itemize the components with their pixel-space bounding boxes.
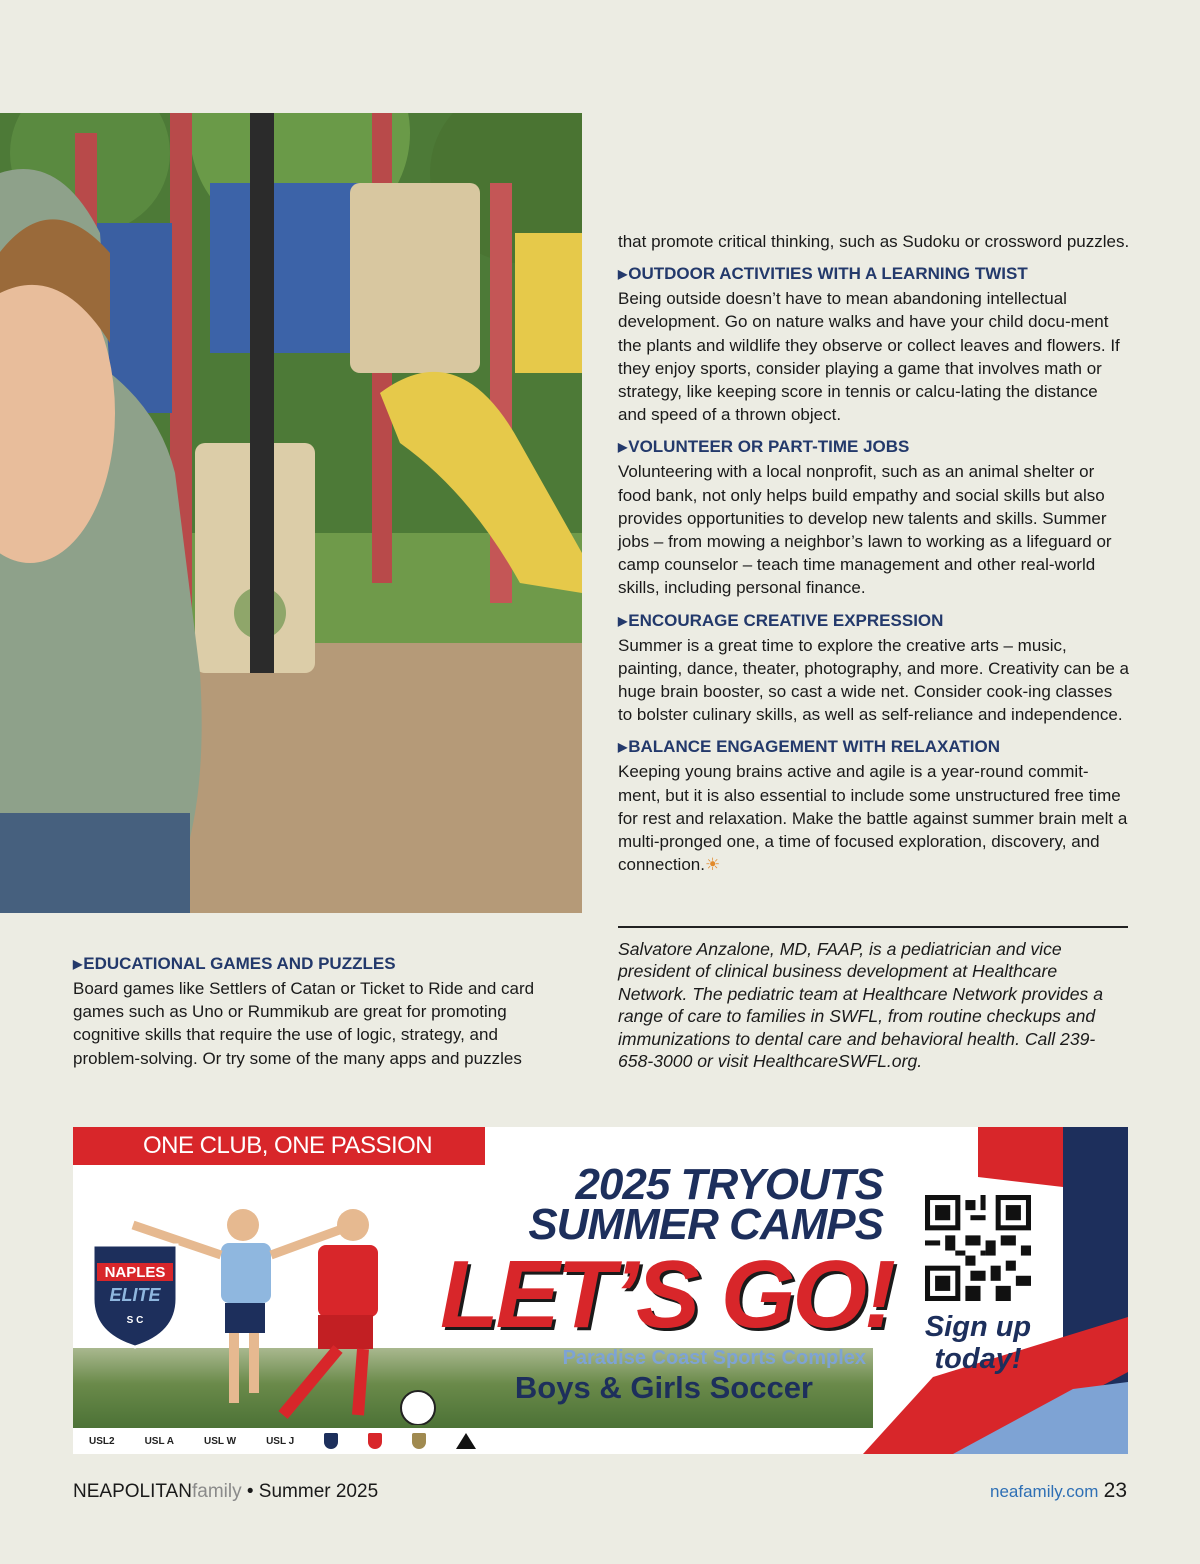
footer-issue: • Summer 2025 <box>241 1481 379 1502</box>
triangle-bullet-icon: ▶ <box>73 957 83 971</box>
section-heading-text: BALANCE ENGAGEMENT WITH RELAXATION <box>628 737 1001 757</box>
playground-boy-illustration <box>0 113 582 913</box>
section-heading <box>618 435 1130 460</box>
naples-elite-logo <box>89 1239 181 1349</box>
section-body: Volunteering with a local nonprofit, such as an animal shelter or food bank, not only helps build empathy and social skills but also provides opportunities to develop new talents and skills. Summer jobs – from mowing a neighbor’s lawn to working as a lifeguard or camp counselor – teach time management and other real-world skills, including personal finance. <box>618 462 1112 598</box>
ad-title <box>483 1160 883 1249</box>
section-body <box>618 760 1130 876</box>
section-body-text: Keeping young brains active and agile is a year-round commit-ment, but it is also essential to include some unstructured free time for rest and relaxation. Make the battle against summer brain melt a multi-pronged one, a time of focused exploration, discovery, and connection. <box>618 762 1128 875</box>
signup-cta-line: today! <box>934 1343 1022 1375</box>
section-body: Summer is a great time to explore the creative arts – music, painting, dance, theater, photography, and more. Creativity can be a huge brain booster, so cast a wide net. Consider cook-ing classes to bolster culinary skills, as well as self-reliance and independence. <box>618 635 1129 725</box>
section-body: Board games like Settlers of Catan or Ticket to Ride and card games such as Uno or Rummikub are great for promoting cognitive skills that require the use of logic, strategy, and problem-solving. Or try some of the many apps and puzzles <box>73 979 535 1068</box>
signup-cta-line: Sign up <box>924 1311 1032 1343</box>
sponsor-logo: USL2 <box>89 1435 115 1447</box>
badge-logo-icon <box>412 1433 426 1449</box>
sponsor-logo: USL W <box>204 1435 237 1447</box>
ad-title-line: SUMMER CAMPS <box>528 1200 883 1249</box>
sponsor-strip <box>73 1428 485 1454</box>
article-photo <box>0 113 582 913</box>
sun-end-mark-icon: ☀ <box>704 855 721 875</box>
ad-program: Boys & Girls Soccer <box>514 1370 813 1405</box>
sponsor-logo: USL A <box>144 1435 175 1447</box>
section-heading <box>618 735 1130 760</box>
footer-publication <box>73 1481 378 1503</box>
ad-banner: ONE CLUB, ONE PASSION <box>73 1127 485 1165</box>
author-bio: Salvatore Anzalone, MD, FAAP, is a pediatrician and vice president of clinical business development at Healthcare Network. The pediatric team at Healthcare Network provides a range of care to families in SWFL, from routine checkups and immunizations to dental care and behavioral health. Call 239-658-3000 or visit HealthcareSWFL.org. <box>618 939 1104 1072</box>
ad-venue: Paradise Coast Sports Complex <box>562 1347 866 1369</box>
sponsor-logo: USL J <box>266 1435 295 1447</box>
section-heading-text: VOLUNTEER OR PART-TIME JOBS <box>628 437 910 457</box>
section-body: Being outside doesn’t have to mean abandoning intellectual development. Go on nature walks and have your child docu-ment the plants and wildlife they observe or collect leaves and flowers. If they enjoy sports, consider playing a game that involves math or strategy, like keeping score in tennis or calcu-lating the distance and speed of a thrown object. <box>618 289 1120 425</box>
divider-rule <box>618 926 1128 928</box>
logo-text-naples: NAPLES <box>104 1264 166 1281</box>
ad-title-line: 2025 TRYOUTS <box>575 1160 883 1209</box>
soccer-advertisement[interactable] <box>73 1127 1128 1454</box>
footer-brand-suffix: family <box>191 1481 242 1502</box>
article-column-right <box>618 230 1130 876</box>
footer-page-info <box>990 1479 1127 1503</box>
intro-continued: that promote critical thinking, such as Sudoku or crossword puzzles. <box>618 232 1130 251</box>
crest-logo-icon <box>368 1433 382 1449</box>
section-heading <box>618 262 1130 287</box>
page-number: 23 <box>1103 1479 1127 1502</box>
qr-code-icon[interactable] <box>925 1195 1031 1301</box>
section-heading-text: OUTDOOR ACTIVITIES WITH A LEARNING TWIST <box>628 264 1028 284</box>
section-heading-text: EDUCATIONAL GAMES AND PUZZLES <box>83 954 396 973</box>
logo-text-sc: S C <box>126 1315 144 1326</box>
adidas-logo-icon <box>456 1433 476 1449</box>
signup-cta[interactable] <box>915 1311 1041 1375</box>
triangle-bullet-icon: ▶ <box>618 613 628 628</box>
footer-brand: NEAPOLITAN <box>73 1481 192 1502</box>
triangle-bullet-icon: ▶ <box>618 740 628 755</box>
section-heading <box>618 609 1130 634</box>
footer-url-link[interactable]: neafamily.com <box>990 1482 1099 1501</box>
triangle-bullet-icon: ▶ <box>618 440 628 455</box>
shield-logo-icon <box>324 1433 338 1449</box>
section-heading <box>73 952 568 977</box>
section-heading-text: ENCOURAGE CREATIVE EXPRESSION <box>628 610 944 630</box>
article-column-left <box>73 952 568 1070</box>
triangle-bullet-icon: ▶ <box>618 267 628 282</box>
ad-headline: LET’S GO! <box>440 1241 893 1348</box>
logo-text-elite: ELITE <box>109 1285 161 1305</box>
